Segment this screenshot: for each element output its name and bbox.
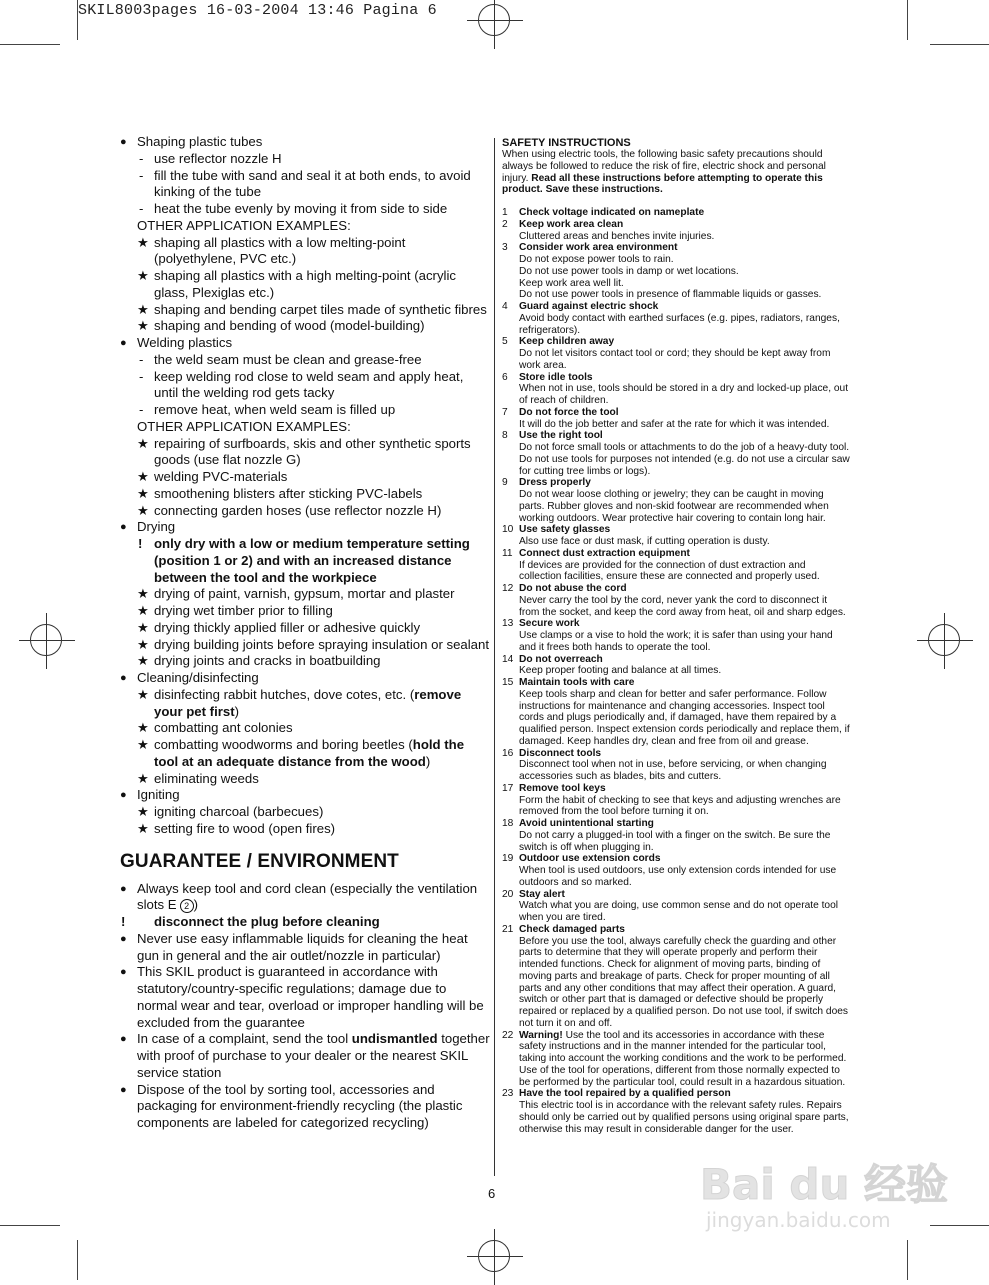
list-item: ● Drying: [120, 519, 176, 535]
safety-item: [502, 618, 850, 653]
safety-item-number: 19: [502, 853, 514, 865]
safety-item-number: 21: [502, 923, 514, 935]
safety-item: [502, 654, 850, 678]
crop-mark: [0, 1225, 60, 1226]
safety-item-text: Cluttered areas and benches invite injuries.: [519, 230, 715, 242]
safety-item: [502, 336, 850, 371]
safety-item-number: 13: [502, 618, 514, 630]
crop-mark: [907, 0, 908, 40]
safety-item-title: Maintain tools with care: [519, 677, 635, 688]
safety-title: SAFETY INSTRUCTIONS: [502, 137, 631, 149]
safety-item-title: Do not force the tool: [519, 406, 619, 418]
safety-item: [502, 748, 850, 783]
safety-item-title: Dress properly: [519, 477, 591, 489]
crop-mark: [907, 1240, 908, 1280]
safety-item: [502, 1030, 850, 1089]
safety-item-text: Never carry the tool by the cord, never yank the cord to disconnect it from the socket, and keep the cord away from heat, oil and sharp edges.: [519, 594, 846, 618]
safety-item-text: When tool is used outdoors, use only extension cords intended for use outdoors and so marked.: [519, 865, 837, 888]
safety-item: [502, 207, 850, 219]
safety-item: [502, 242, 850, 301]
warning-item: ! disconnect the plug before cleaning: [121, 914, 380, 929]
safety-intro: When using electric tools, the following basic safety precautions should always be followed to reduce the risk of fire, electric shock and personal injury. Read all these instructions before attempting to operate this product. Save these instructions.: [502, 149, 826, 196]
safety-item-title: Avoid unintentional starting: [519, 818, 654, 829]
safety-item-title: Warning!: [519, 1029, 563, 1041]
safety-item: [502, 477, 850, 524]
crop-mark: [77, 0, 78, 40]
safety-item-title: Connect dust extraction equipment: [519, 547, 690, 559]
safety-item-title: Outdoor use extension cords: [519, 853, 661, 865]
safety-item-text: Use the tool and its accessories in accordance with these safety instructions and in the manner intended for the particular tool, taking into account the working conditions and the work to be performed. Use of the tool for operations, different from those normally expected to be performed by the particular tool, could result in a hazardous situation.: [519, 1029, 847, 1088]
safety-item-number: 7: [502, 406, 508, 418]
safety-item-text: Do not force small tools or attachments to do the job of a heavy-duty tool.: [519, 442, 850, 453]
safety-item-text: Keep proper footing and balance at all times.: [519, 665, 722, 677]
list-item: ● This SKIL product is guaranteed in accordance with statutory/country-specific regulations; damage due to normal wear and tear, overload or improper handling will be excluded from the guarantee: [120, 964, 484, 1030]
safety-item-text: Do not use power tools in damp or wet locations.: [519, 265, 739, 277]
safety-item: [502, 924, 850, 1030]
safety-item: [502, 372, 850, 407]
safety-item-text: Do not use tools for purposes not intended (e.g. do not use a circular saw for cutting tree limbs or logs).: [519, 453, 850, 477]
safety-item-title: Keep work area clean: [519, 218, 624, 230]
safety-item-title: Do not overreach: [519, 653, 603, 665]
registration-mark-bottom: [478, 1240, 510, 1272]
safety-item-title: Have the tool repaired by a qualified person: [519, 1088, 731, 1100]
list-item: ★ combatting woodworms and boring beetles (hold the tool at an adequate distance from the wood): [137, 737, 465, 769]
list-item: ★ connecting garden hoses (use reflector nozzle H): [137, 502, 442, 518]
list-item: ★ drying wet timber prior to filling: [137, 603, 333, 618]
list-item: ★ shaping and bending carpet tiles made of synthetic fibres: [137, 301, 487, 317]
safety-item-number: 5: [502, 336, 508, 348]
safety-item-number: 17: [502, 782, 514, 794]
list-item: ● Igniting: [120, 787, 180, 803]
list-item: ● In case of a complaint, send the tool undismantled together with proof of purchase to your dealer or the nearest SKIL service station: [120, 1031, 490, 1080]
registration-mark-left: [30, 624, 62, 656]
list-item: ★ repairing of surfboards, skis and other synthetic sports goods (use flat nozzle G): [137, 435, 471, 468]
right-column: [502, 137, 850, 1135]
safety-item-title: Consider work area environment: [519, 242, 678, 254]
list-item: ★ eliminating weeds: [137, 770, 259, 786]
safety-item: [502, 407, 850, 431]
safety-item-title: Stay alert: [519, 888, 565, 900]
list-item: ● Welding plastics: [120, 335, 233, 350]
page-number: 6: [488, 1186, 496, 1201]
list-item: ★ drying building joints before spraying insulation or sealant: [137, 636, 490, 652]
safety-item-number: 18: [502, 818, 514, 829]
safety-item-text: Keep tools sharp and clean for better and safer performance. Follow instructions for maintenance and changing accessories. Inspect tool cords and plugs periodically and, if damaged, have them repaired by a qualified person. Inspect extension cords periodically and replace them, if damaged. Keep handles dry, clean and free from oil and grease.: [519, 688, 850, 747]
column-divider: [494, 138, 495, 1176]
safety-item-number: 6: [502, 371, 508, 383]
safety-item-title: Use safety glasses: [519, 524, 611, 536]
section-label: OTHER APPLICATION EXAMPLES:: [137, 418, 351, 434]
safety-item-text: This electric tool is in accordance with the relevant safety rules. Repairs should only be carried out by qualified persons using original spare parts, otherwise this may result in considerable danger for the user.: [519, 1100, 849, 1135]
safety-item-title: Disconnect tools: [519, 747, 602, 759]
safety-item-text: Do not carry a plugged-in tool with a finger on the switch. Be sure the switch is off when plugging in.: [519, 829, 831, 853]
list-item: ★ setting fire to wood (open fires): [137, 820, 336, 836]
safety-item: [502, 783, 850, 818]
list-item: ● Cleaning/disinfecting: [120, 670, 259, 685]
list-item: ★ drying joints and cracks in boatbuilding: [137, 653, 381, 669]
safety-item-title: Use the right tool: [519, 430, 603, 442]
section-label: OTHER APPLICATION EXAMPLES:: [137, 217, 351, 233]
safety-item-text: Keep work area well lit.: [519, 277, 624, 289]
list-item: ★ shaping and bending of wood (model-building): [137, 318, 425, 334]
list-item: ★ shaping all plastics with a high melting-point (acrylic glass, Plexiglas etc.): [137, 268, 456, 300]
safety-item-number: 14: [502, 653, 514, 665]
list-item: ★ shaping all plastics with a low melting-point (polyethylene, PVC etc.): [137, 234, 406, 267]
crop-mark: [0, 44, 60, 45]
safety-item-number: 9: [502, 477, 508, 489]
left-column: [120, 134, 490, 1132]
registration-mark-right: [928, 624, 960, 656]
safety-item-number: 10: [502, 524, 514, 536]
list-item: - heat the tube evenly by moving it from side to side: [139, 201, 448, 216]
safety-item-text: Use clamps or a vise to hold the work; it is safer than using your hand and it frees both hands to operate the tool.: [519, 630, 833, 653]
section-heading: GUARANTEE / ENVIRONMENT: [120, 850, 399, 872]
safety-item-text: Do not use power tools in presence of flammable liquids or gasses.: [519, 289, 822, 301]
safety-item: [502, 853, 850, 888]
safety-item-text: When not in use, tools should be stored in a dry and locked-up place, out of reach of children.: [519, 383, 849, 406]
safety-item-title: Keep children away: [519, 336, 615, 348]
list-item: ● Always keep tool and cord clean (especially the ventilation slots E 2 ): [120, 880, 478, 913]
list-item: ★ smoothening blisters after sticking PVC-labels: [137, 485, 423, 501]
list-item: ★ disinfecting rabbit hutches, dove cotes, etc. (remove your pet first): [137, 686, 462, 719]
list-item: ★ drying thickly applied filler or adhesive quickly: [137, 619, 421, 635]
safety-item-title: Store idle tools: [519, 371, 593, 383]
safety-item-number: 16: [502, 747, 514, 759]
safety-item-title: Check voltage indicated on nameplate: [519, 207, 705, 218]
safety-item-title: Do not abuse the cord: [519, 583, 627, 594]
safety-item-number: 20: [502, 888, 514, 900]
safety-item-text: Do not wear loose clothing or jewelry; they can be caught in moving parts. Rubber gloves and non-skid footwear are recommended when working outdoors. Wear protective hair covering to contain long hair.: [519, 489, 829, 524]
list-item: ● Shaping plastic tubes: [120, 134, 263, 149]
list-item: - remove heat, when weld seam is filled up: [139, 402, 396, 417]
list-item: ★ drying of paint, varnish, gypsum, mortar and plaster: [137, 586, 455, 602]
safety-item-text: Avoid body contact with earthed surfaces (e.g. pipes, radiators, ranges, refrigerators).: [519, 312, 840, 336]
print-header: SKIL8003pages 16-03-2004 13:46 Pagina 6: [78, 2, 437, 19]
list-item: ★ welding PVC-materials: [137, 469, 288, 484]
safety-item: [502, 677, 850, 748]
safety-item: [502, 524, 850, 548]
safety-item: [502, 583, 850, 618]
safety-item-number: 3: [502, 242, 508, 254]
safety-item-title: Check damaged parts: [519, 923, 625, 935]
watermark-logo: Bai du 经验: [700, 1160, 948, 1209]
watermark: [700, 1140, 950, 1240]
safety-item-text: It will do the job better and safer at the rate for which it was intended.: [519, 418, 830, 430]
list-item: - keep welding rod close to weld seam and apply heat, until the welding rod gets tacky: [139, 368, 464, 401]
safety-item-text: Also use face or dust mask, if cutting operation is dusty.: [519, 536, 770, 547]
safety-item: [502, 301, 850, 336]
safety-item-title: Guard against electric shock: [519, 301, 659, 312]
safety-item-number: 2: [502, 218, 508, 230]
safety-item: [502, 219, 850, 243]
registration-mark-top: [478, 4, 510, 36]
list-item: - the weld seam must be clean and grease-free: [139, 351, 422, 367]
safety-item-number: 15: [502, 677, 514, 688]
safety-item: [502, 818, 850, 853]
safety-item: [502, 548, 850, 583]
safety-item-text: Disconnect tool when not in use, before servicing, or when changing accessories such as blades, bits and cutters.: [519, 759, 827, 782]
safety-item-title: Remove tool keys: [519, 782, 606, 794]
safety-item-number: 8: [502, 430, 508, 442]
list-item: - fill the tube with sand and seal it at both ends, to avoid kinking of the tube: [139, 167, 471, 200]
safety-item-text: Form the habit of checking to see that keys and adjusting wrenches are removed from the tool before turning it on.: [519, 794, 841, 818]
safety-item-text: Before you use the tool, always carefully check the guarding and other parts to determine that they will operate properly and perform their intended functions. Check for alignment of moving parts, binding of moving parts and breakage of parts. Check for proper mounting of all parts and any other conditions that may affect their operation. A guard, switch or other part that is damaged or defective should be properly repaired or replaced by a qualified person. Do not use tool, if switch does not turn it on and off.: [519, 935, 849, 1029]
safety-item: [502, 430, 850, 477]
safety-item-number: 22: [502, 1029, 514, 1041]
reference-number: 2: [180, 899, 194, 913]
safety-item-number: 4: [502, 301, 508, 312]
list-item: ★ igniting charcoal (barbecues): [137, 804, 324, 819]
safety-item: [502, 889, 850, 924]
safety-item-text: Do not expose power tools to rain.: [519, 254, 674, 265]
safety-item-number: 12: [502, 583, 514, 594]
safety-item-number: 11: [502, 547, 513, 559]
safety-list: [502, 207, 850, 1135]
watermark-url: jingyan.baidu.com: [706, 1208, 891, 1232]
list-item: - use reflector nozzle H: [139, 150, 282, 166]
safety-item-number: 1: [502, 207, 508, 218]
safety-item-text: Do not let visitors contact tool or cord; they should be kept away from work area.: [519, 348, 831, 371]
warning-item: ! only dry with a low or medium temperature setting (position 1 or 2) and with an increased distance between the tool and the workpiece: [138, 536, 470, 585]
list-item: ★ combatting ant colonies: [137, 720, 293, 736]
crop-mark: [77, 1240, 78, 1280]
safety-item: [502, 1088, 850, 1135]
safety-item-text: If devices are provided for the connection of dust extraction and collection facilities, ensure these are connected and properly used.: [519, 559, 820, 583]
safety-item-title: Secure work: [519, 618, 580, 630]
safety-item-number: 23: [502, 1088, 514, 1100]
list-item: ● Never use easy inflammable liquids for cleaning the heat gun in general and the air outlet/nozzle in particular): [120, 930, 468, 963]
list-item: ● Dispose of the tool by sorting tool, accessories and packaging for environment-friendly recycling (the plastic components are labeled for categorized recycling): [120, 1081, 463, 1130]
safety-item-text: Watch what you are doing, use common sense and do not operate tool when you are tired.: [519, 900, 839, 923]
crop-mark: [930, 44, 989, 45]
